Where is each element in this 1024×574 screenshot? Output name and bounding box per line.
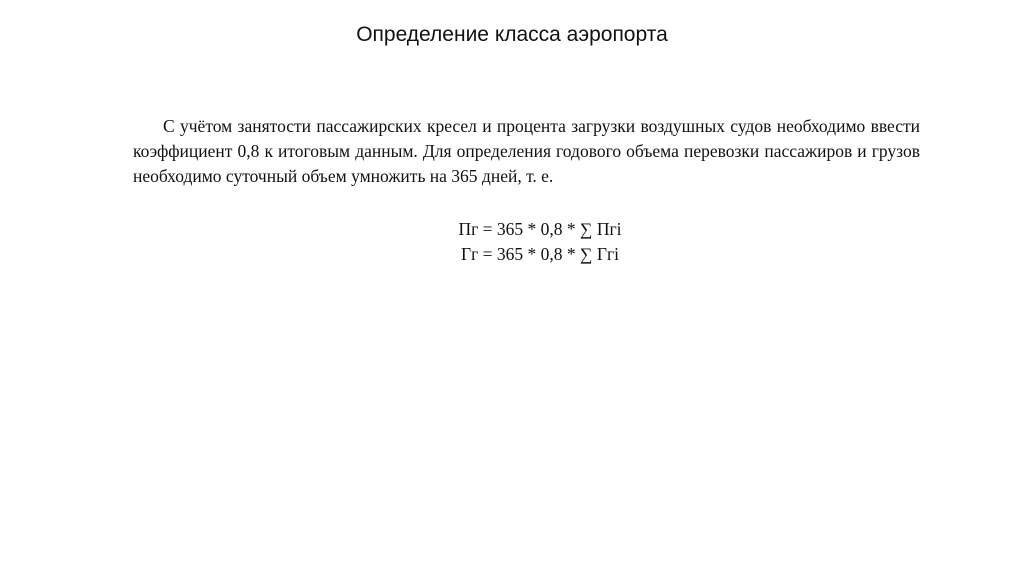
formula-block xyxy=(0,217,1024,267)
formula-cargo: Гг = 365 * 0,8 * ∑ Ггi xyxy=(460,244,620,264)
formula-passengers: Пг = 365 * 0,8 * ∑ Пгi xyxy=(458,219,622,239)
body-paragraph: С учётом занятости пассажирских кресел и процента загрузки воздушных судов необходимо ввести коэффициент 0,8 к итоговым данным. Для определения годового объема перевозки пассажиров и грузов необходимо суточный объем умножить на 365 дней, т. е. xyxy=(133,116,920,186)
slide-title: Определение класса аэропорта xyxy=(356,23,668,46)
